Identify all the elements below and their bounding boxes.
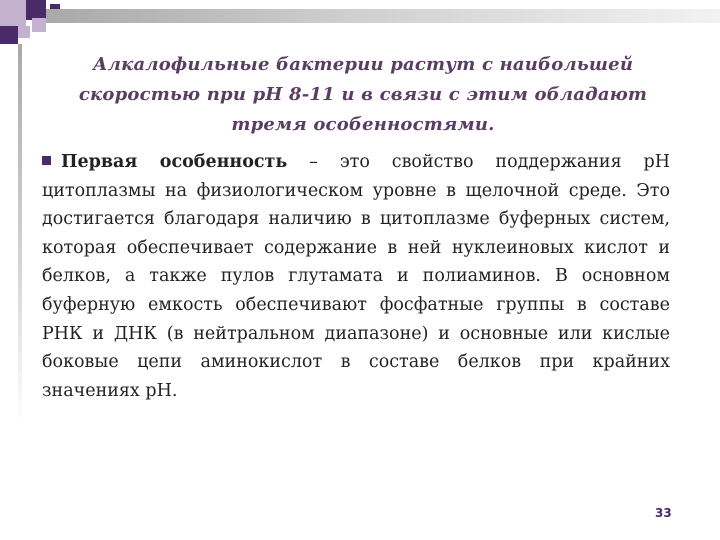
paragraph-lead: Первая особенность [61,152,288,172]
corner-decoration-square [26,0,46,20]
corner-decoration-square [18,26,30,38]
corner-decoration-square [32,18,46,32]
top-decoration-line [46,9,720,23]
slide-title: Алкалофильные бактерии растут с наибольшей скоростью при рН 8-11 и в связи с этим обладают тремя особенностями. [78,54,648,135]
paragraph-text: – это свойство поддержания рН цитоплазмы на физиологическом уровне в щелочной среде. Это достигается благодаря наличию в цитоплазме буферных систем, которая обеспечивает содержание в ней нуклеиновых кислот и белков, а также пулов глутамата и полиаминов. В основном буферную емкость обеспечивают фосфатные группы в составе РНК и ДНК (в нейтральном диапазоне) и основные или кислые боковые цепи аминокислот в составе белков при крайних значениях рН. [42,152,670,401]
square-bullet-icon [42,156,51,165]
body-paragraph [42,148,670,405]
corner-decoration-square [0,26,18,44]
left-decoration-line [18,44,22,424]
corner-decoration-square [0,0,26,26]
page-number: 33 [655,506,672,520]
